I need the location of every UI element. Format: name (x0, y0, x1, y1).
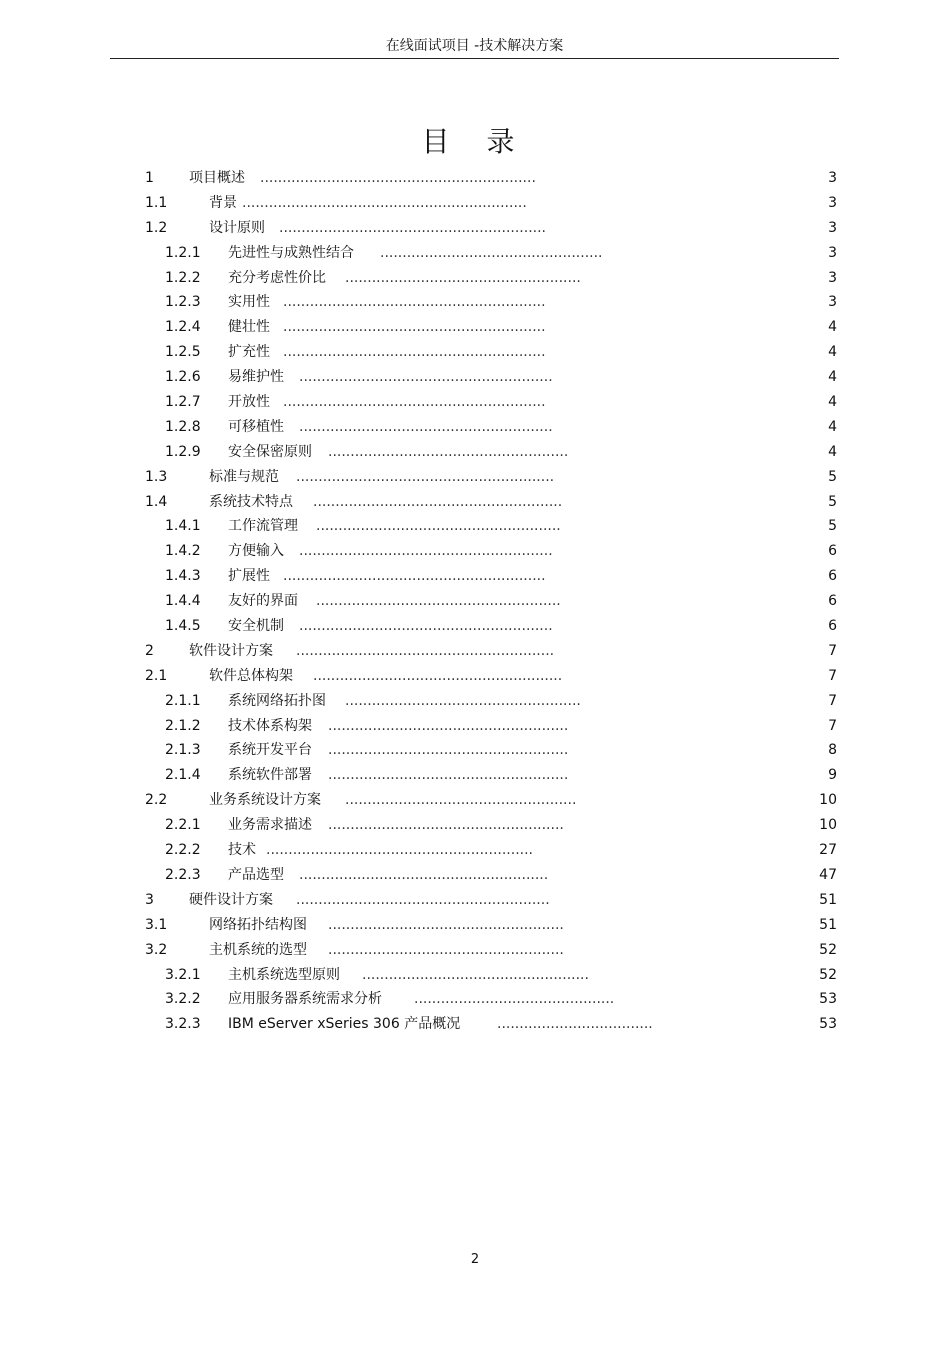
toc-leader-dots: ........................................................ (313, 493, 563, 510)
toc-leader-dots: ..................................................... (328, 941, 564, 958)
toc-leader-dots: ...................................................... (328, 767, 569, 784)
toc-leader-dots: ................................... (497, 1016, 653, 1033)
toc-entry-title: 充分考虑性价比 (228, 269, 326, 286)
toc-leader-dots: ......................................................... (299, 369, 553, 386)
toc-entry-number: 2.1.1 (165, 692, 201, 709)
toc-leader-dots: ........................................................... (283, 319, 546, 336)
toc-entry[interactable] (0, 192, 950, 217)
toc-entry[interactable] (0, 466, 950, 491)
toc-entry[interactable] (0, 540, 950, 565)
toc-entry-number: 2.2 (145, 792, 168, 809)
toc-entry-number: 1.2.7 (165, 394, 201, 411)
toc-entry-page: 5 (828, 468, 837, 485)
toc-leader-dots: ......................................................... (296, 891, 550, 908)
toc-entry-number: 1.4.5 (165, 618, 201, 635)
toc-entry[interactable] (0, 739, 950, 764)
toc-entry-page: 4 (828, 344, 837, 361)
toc-entry-title: 友好的界面 (228, 593, 298, 610)
toc-entry-title: 软件设计方案 (189, 642, 273, 659)
toc-entry[interactable] (0, 267, 950, 292)
toc-entry[interactable] (0, 789, 950, 814)
toc-entry-number: 1.4.3 (165, 568, 201, 585)
toc-entry-page: 52 (819, 966, 837, 983)
toc-entry-number: 2.2.1 (165, 817, 201, 834)
toc-entry[interactable] (0, 690, 950, 715)
toc-entry[interactable] (0, 316, 950, 341)
toc-entry-number: 2.1.4 (165, 767, 201, 784)
toc-entry-title: 健壮性 (228, 319, 270, 336)
toc-entry-page: 51 (819, 916, 837, 933)
toc-entry-number: 1.3 (145, 468, 168, 485)
toc-entry[interactable] (0, 939, 950, 964)
toc-leader-dots: .......................................................... (296, 642, 555, 659)
toc-entry-page: 9 (828, 767, 837, 784)
toc-entry-title: 安全机制 (228, 618, 284, 635)
toc-entry[interactable] (0, 416, 950, 441)
toc-entry[interactable] (0, 515, 950, 540)
toc-entry-number: 1.4.2 (165, 543, 201, 560)
toc-entry-title: 硬件设计方案 (189, 891, 273, 908)
toc-entry-page: 6 (828, 568, 837, 585)
toc-entry-page: 4 (828, 369, 837, 386)
toc-leader-dots: ........................................................... (283, 344, 546, 361)
toc-entry-page: 53 (819, 991, 837, 1008)
toc-entry-title: 工作流管理 (228, 518, 298, 535)
toc-entry[interactable] (0, 441, 950, 466)
toc-entry-title: 技术 (228, 842, 256, 859)
toc-entry-title: 背景 (209, 194, 237, 211)
toc-leader-dots: ................................................... (362, 966, 589, 983)
toc-entry-page: 4 (828, 443, 837, 460)
toc-leader-dots: ....................................................... (316, 593, 561, 610)
toc-entry-title: 产品选型 (228, 866, 284, 883)
toc-leader-dots: ............................................. (414, 991, 615, 1008)
toc-entry-title: IBM eServer xSeries 306 产品概况 (228, 1016, 461, 1033)
toc-entry-number: 2.1 (145, 667, 168, 684)
toc-leader-dots: ......................................................... (299, 618, 553, 635)
toc-entry-number: 1.4 (145, 493, 168, 510)
toc-leader-dots: ......................................................... (299, 418, 553, 435)
toc-entry-title: 标准与规范 (209, 468, 279, 485)
toc-leader-dots: ...................................................... (328, 717, 569, 734)
toc-entry-title: 设计原则 (209, 219, 265, 236)
toc-leader-dots: .......................................................... (296, 468, 555, 485)
toc-entry-page: 8 (828, 742, 837, 759)
toc-entry-number: 2.1.3 (165, 742, 201, 759)
toc-entry[interactable] (0, 914, 950, 939)
toc-entry-title: 应用服务器系统需求分析 (228, 991, 382, 1008)
toc-entry-number: 1.2.6 (165, 369, 201, 386)
toc-entry[interactable] (0, 814, 950, 839)
toc-entry-page: 7 (828, 642, 837, 659)
toc-entry-page: 3 (828, 219, 837, 236)
toc-entry-page: 5 (828, 518, 837, 535)
toc-entry-number: 1.4.4 (165, 593, 201, 610)
toc-entry-title: 系统软件部署 (228, 767, 312, 784)
toc-entry-page: 4 (828, 418, 837, 435)
toc-entry-title: 主机系统选型原则 (228, 966, 340, 983)
toc-entry-page: 6 (828, 618, 837, 635)
toc-entry-title: 扩充性 (228, 344, 270, 361)
toc-entry-page: 53 (819, 1016, 837, 1033)
toc-entry-page: 3 (828, 170, 837, 186)
toc-entry-page: 6 (828, 593, 837, 610)
toc-leader-dots: .................................................. (380, 244, 603, 261)
running-header: 在线面试项目 -技术解决方案 (110, 36, 839, 59)
toc-entry-number: 1.4.1 (165, 518, 201, 535)
toc-entry[interactable] (0, 1013, 950, 1038)
toc-leader-dots: ........................................................ (299, 866, 549, 883)
table-of-contents (0, 167, 950, 1038)
toc-entry-page: 3 (828, 194, 837, 211)
toc-entry-number: 3.2.1 (165, 966, 201, 983)
toc-entry-page: 47 (819, 866, 837, 883)
toc-entry-title: 系统技术特点 (209, 493, 293, 510)
toc-entry-title: 安全保密原则 (228, 443, 312, 460)
toc-entry[interactable] (0, 242, 950, 267)
toc-entry[interactable] (0, 366, 950, 391)
toc-entry-title: 业务系统设计方案 (209, 792, 321, 809)
toc-entry-page: 7 (828, 717, 837, 734)
toc-entry-page: 27 (819, 842, 837, 859)
toc-entry[interactable] (0, 964, 950, 989)
toc-entry-page: 6 (828, 543, 837, 560)
toc-entry-title: 主机系统的选型 (209, 941, 307, 958)
toc-entry[interactable] (0, 839, 950, 864)
toc-leader-dots: ..................................................... (345, 269, 581, 286)
toc-entry-number: 3 (145, 891, 154, 908)
toc-entry-page: 51 (819, 891, 837, 908)
toc-entry-title: 先进性与成熟性结合 (228, 244, 354, 261)
toc-entry[interactable] (0, 715, 950, 740)
toc-entry-number: 2.2.3 (165, 866, 201, 883)
page-number: 2 (470, 1252, 480, 1267)
toc-entry-page: 3 (828, 294, 837, 311)
toc-leader-dots: ...................................................... (328, 443, 569, 460)
toc-entry-title: 可移植性 (228, 418, 284, 435)
toc-leader-dots: ......................................................... (299, 543, 553, 560)
toc-entry-title: 项目概述 (189, 170, 245, 186)
toc-entry-title: 网络拓扑结构图 (209, 916, 307, 933)
toc-entry-number: 1.1 (145, 194, 168, 211)
toc-entry-number: 2 (145, 642, 154, 659)
toc-entry-title: 业务需求描述 (228, 817, 312, 834)
toc-entry-number: 1.2.4 (165, 319, 201, 336)
toc-entry[interactable] (0, 341, 950, 366)
toc-entry-page: 3 (828, 244, 837, 261)
toc-entry-title: 系统网络拓扑图 (228, 692, 326, 709)
toc-entry-title: 软件总体构架 (209, 667, 293, 684)
toc-entry-number: 3.2.3 (165, 1016, 201, 1033)
toc-leader-dots: .............................................................. (260, 170, 536, 186)
toc-leader-dots: ................................................................ (242, 194, 527, 211)
toc-title: 目 录 (421, 125, 529, 158)
toc-entry-number: 3.2 (145, 941, 168, 958)
toc-leader-dots: ........................................................... (283, 394, 546, 411)
toc-entry-number: 1.2.8 (165, 418, 201, 435)
toc-leader-dots: ....................................................... (316, 518, 561, 535)
toc-leader-dots: ..................................................... (328, 817, 564, 834)
toc-entry[interactable] (0, 565, 950, 590)
toc-entry[interactable] (0, 889, 950, 914)
toc-entry[interactable] (0, 988, 950, 1013)
toc-entry-page: 10 (819, 792, 837, 809)
toc-entry-page: 4 (828, 394, 837, 411)
toc-leader-dots: ..................................................... (328, 916, 564, 933)
toc-entry[interactable] (0, 640, 950, 665)
toc-entry-page: 52 (819, 941, 837, 958)
toc-entry[interactable] (0, 291, 950, 316)
toc-entry-title: 方便输入 (228, 543, 284, 560)
toc-entry-title: 技术体系构架 (228, 717, 312, 734)
toc-leader-dots: ........................................................ (313, 667, 563, 684)
toc-entry-title: 扩展性 (228, 568, 270, 585)
toc-entry-page: 3 (828, 269, 837, 286)
toc-leader-dots: .................................................... (345, 792, 577, 809)
toc-leader-dots: ............................................................ (279, 219, 547, 236)
toc-leader-dots: ...................................................... (328, 742, 569, 759)
toc-entry-number: 1 (145, 170, 154, 186)
toc-entry[interactable] (0, 764, 950, 789)
toc-entry-number: 2.2.2 (165, 842, 201, 859)
toc-entry-number: 1.2.3 (165, 294, 201, 311)
toc-entry-number: 1.2.5 (165, 344, 201, 361)
toc-entry[interactable] (0, 665, 950, 690)
toc-entry[interactable] (0, 167, 950, 192)
toc-entry-number: 1.2.2 (165, 269, 201, 286)
toc-entry[interactable] (0, 217, 950, 242)
toc-entry[interactable] (0, 491, 950, 516)
toc-entry-title: 系统开发平台 (228, 742, 312, 759)
toc-entry-page: 5 (828, 493, 837, 510)
toc-entry-page: 7 (828, 667, 837, 684)
toc-entry-title: 开放性 (228, 394, 270, 411)
toc-entry-number: 3.2.2 (165, 991, 201, 1008)
toc-entry-number: 1.2.1 (165, 244, 201, 261)
toc-entry[interactable] (0, 391, 950, 416)
toc-entry-page: 4 (828, 319, 837, 336)
toc-entry-number: 1.2.9 (165, 443, 201, 460)
toc-entry-number: 2.1.2 (165, 717, 201, 734)
toc-leader-dots: ..................................................... (345, 692, 581, 709)
toc-entry-page: 10 (819, 817, 837, 834)
toc-entry-number: 3.1 (145, 916, 168, 933)
toc-entry-number: 1.2 (145, 219, 168, 236)
toc-entry[interactable] (0, 864, 950, 889)
toc-entry-title: 易维护性 (228, 369, 284, 386)
toc-leader-dots: ........................................................... (283, 568, 546, 585)
toc-entry[interactable] (0, 590, 950, 615)
toc-entry[interactable] (0, 615, 950, 640)
toc-leader-dots: ........................................................... (283, 294, 546, 311)
toc-leader-dots: ............................................................ (266, 842, 534, 859)
toc-entry-page: 7 (828, 692, 837, 709)
toc-entry-title: 实用性 (228, 294, 270, 311)
